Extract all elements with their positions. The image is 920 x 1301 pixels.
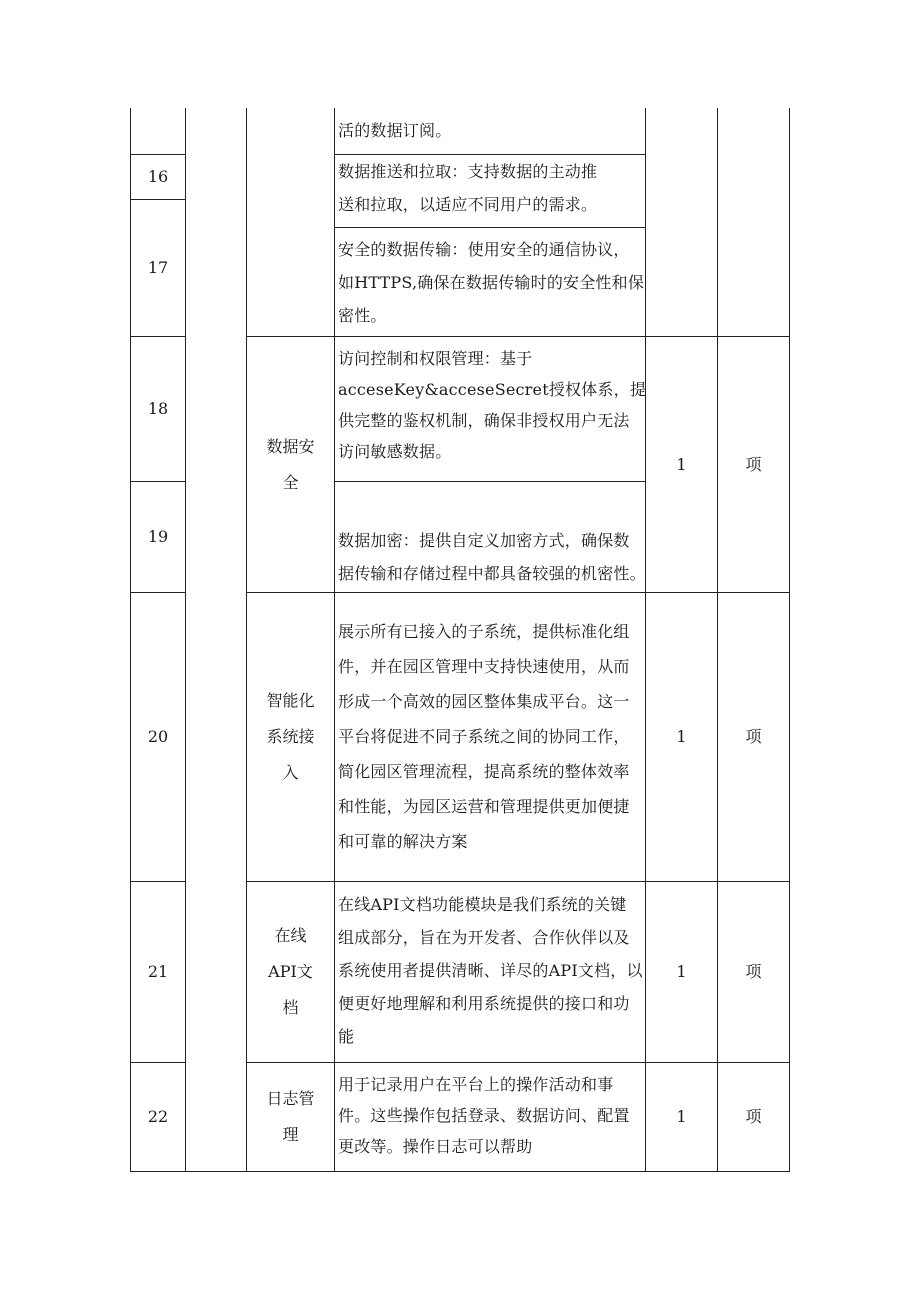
desc-line: 简化园区管理流程，提高系统的整体效率 xyxy=(338,762,630,781)
unit-text: 项 xyxy=(745,1107,762,1126)
item-name-line: 入 xyxy=(282,763,299,782)
item-name-line: API文 xyxy=(268,962,313,981)
row-number-text: 16 xyxy=(147,167,169,186)
desc-line: 送和拉取，以适应不同用户的需求。 xyxy=(338,195,598,214)
desc-line: 供完整的鉴权机制，确保非授权用户无法 xyxy=(338,411,630,430)
desc-line: 如HTTPS,确保在数据传输时的安全性和保 xyxy=(338,273,645,292)
item-name xyxy=(247,593,334,881)
row-number-text: 17 xyxy=(147,258,169,277)
table-border-bottom xyxy=(130,1171,790,1172)
table-row-desc xyxy=(338,526,646,589)
quantity xyxy=(646,1063,717,1171)
row-line xyxy=(334,481,646,482)
desc-line: 能 xyxy=(338,1027,355,1046)
row-number xyxy=(131,155,185,199)
item-name-line: 档 xyxy=(282,998,299,1017)
row-number-text: 18 xyxy=(147,399,169,418)
row-number xyxy=(131,482,185,592)
table-row-desc xyxy=(338,116,451,146)
desc-line: 和性能，为园区运营和管理提供更加便捷 xyxy=(338,797,630,816)
desc-line: 更改等。操作日志可以帮助 xyxy=(338,1137,533,1156)
table-divider-name xyxy=(334,108,335,1172)
unit xyxy=(718,593,789,881)
row-number-text: 20 xyxy=(147,727,169,746)
desc-line: 访问控制和权限管理：基于 xyxy=(338,349,533,368)
desc-line: 密性。 xyxy=(338,306,387,325)
unit-text: 项 xyxy=(745,962,762,981)
row-line xyxy=(334,154,646,155)
desc-line: 展示所有已接入的子系统，提供标准化组 xyxy=(338,622,630,641)
desc-line: acceseKey&acceseSecret授权体系，提 xyxy=(338,380,647,399)
desc-line: 件。这些操作包括登录、数据访问、配置 xyxy=(338,1106,630,1125)
row-number-text: 21 xyxy=(147,962,169,981)
item-name xyxy=(247,882,334,1062)
desc-line: 安全的数据传输：使用安全的通信协议， xyxy=(338,240,630,259)
item-name-line: 日志管 xyxy=(266,1089,315,1108)
item-name-line: 系统接 xyxy=(266,727,315,746)
desc-line: 数据加密：提供自定义加密方式，确保数 xyxy=(338,531,630,550)
desc-line: 件，并在园区管理中支持快速使用，从而 xyxy=(338,657,630,676)
item-name-line: 智能化 xyxy=(266,691,315,710)
row-number xyxy=(131,593,185,881)
quantity-text: 1 xyxy=(676,962,687,981)
item-name xyxy=(247,337,334,592)
item-name xyxy=(247,1063,334,1171)
quantity-text: 1 xyxy=(676,454,687,474)
desc-line: 平台将促进不同子系统之间的协同工作， xyxy=(338,727,630,746)
item-name-line: 数据安 xyxy=(266,436,315,456)
desc-line: 数据推送和拉取：支持数据的主动推 xyxy=(338,162,598,181)
row-number xyxy=(131,1063,185,1171)
item-name-line: 全 xyxy=(282,472,299,492)
unit-text: 项 xyxy=(745,454,762,474)
table-row-desc xyxy=(338,1070,630,1162)
table-row-desc xyxy=(338,344,646,467)
row-number xyxy=(131,200,185,336)
desc-line: 访问敏感数据。 xyxy=(338,442,452,461)
quantity xyxy=(646,593,717,881)
desc-line: 和可靠的解决方案 xyxy=(338,832,468,851)
item-name-line: 理 xyxy=(282,1125,299,1144)
table-row-desc xyxy=(338,157,597,220)
row-number xyxy=(131,337,185,481)
table-row-desc xyxy=(338,235,644,331)
table-border-right xyxy=(789,108,790,1172)
table-row-desc xyxy=(338,890,643,1052)
desc-line: 形成一个高效的园区整体集成平台。这一 xyxy=(338,692,630,711)
table-row-desc xyxy=(338,617,630,857)
desc-line: 系统使用者提供清晰、详尽的API文档，以 xyxy=(338,961,643,980)
row-number-text: 22 xyxy=(147,1107,169,1126)
item-name-line: 在线 xyxy=(274,926,307,945)
row-number xyxy=(131,882,185,1062)
quantity xyxy=(646,882,717,1062)
unit-text: 项 xyxy=(745,727,762,746)
desc-line: 活的数据订阅。 xyxy=(338,121,452,140)
desc-line: 组成部分，旨在为开发者、合作伙伴以及 xyxy=(338,928,630,947)
table-divider-num xyxy=(185,108,186,1172)
quantity-text: 1 xyxy=(676,1107,687,1126)
desc-line: 便更好地理解和利用系统提供的接口和功 xyxy=(338,994,630,1013)
quantity xyxy=(646,337,717,592)
unit xyxy=(718,882,789,1062)
desc-line: 据传输和存储过程中都具备较强的机密性。 xyxy=(338,564,646,583)
desc-line: 在线API文档功能模块是我们系统的关键 xyxy=(338,895,627,914)
unit xyxy=(718,1063,789,1171)
unit xyxy=(718,337,789,592)
row-line xyxy=(334,227,646,228)
quantity-text: 1 xyxy=(676,727,687,746)
desc-line: 用于记录用户在平台上的操作活动和事 xyxy=(338,1075,614,1094)
row-number-text: 19 xyxy=(147,527,169,546)
